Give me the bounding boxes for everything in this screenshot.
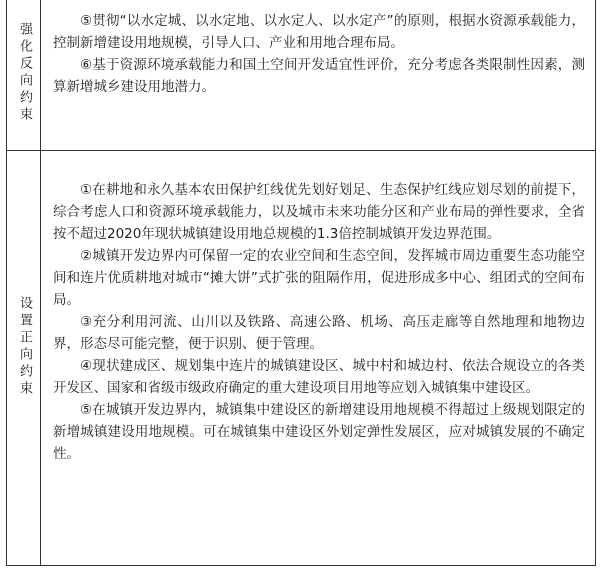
paragraph: ③充分利用河流、山川以及铁路、高速公路、机场、高压走廊等自然地理和地物边界，形态尽可能完整，便于识别、便于管理。 (53, 314, 585, 352)
row-label-cell (7, 0, 41, 150)
table-row-reverse-constraint (7, 0, 595, 151)
paragraph: ⑤在城镇开发边界内，城镇集中建设区的新增建设用地规模不得超过上级规划限定的新增城镇建设用地规模。可在城镇集中建设区外划定弹性发展区，应对城镇发展的不确定性。 (53, 402, 585, 462)
paragraph: ④现状建成区、规划集中连片的城镇建设区、城中村和城边村、依法合规设立的各类开发区、国家和省级市级政府确定的重大建设项目用地等应划入城镇集中建设区。 (53, 358, 585, 396)
row-content (53, 179, 585, 465)
row-label: 强化反向约束 (17, 22, 32, 124)
paragraph: ①在耕地和永久基本农田保护红线优先划好划足、生态保护红线应划尽划的前提下，综合考虑人口和资源环境承载能力，以及城市未来功能分区和产业布局的弹性要求，全省按不超过2020年现状城镇建设用地总规模的1.3倍控制城镇开发边界范围。 (53, 182, 585, 242)
row-label: 设置正向约束 (17, 296, 32, 398)
constraint-table (6, 0, 596, 566)
row-label-cell (7, 151, 41, 565)
paragraph: ⑤贯彻“以水定城、以水定地、以水定人、以水定产”的原则，根据水资源承载能力，控制新增建设用地规模，引导人口、产业和用地合理布局。 (53, 13, 585, 51)
paragraph: ⑥基于资源环境承载能力和国土空间开发适宜性评价，充分考虑各类限制性因素，测算新增城乡建设用地潜力。 (53, 57, 585, 95)
row-content (53, 10, 585, 98)
paragraph: ②城镇开发边界内可保留一定的农业空间和生态空间，发挥城市周边重要生态功能空间和连片优质耕地对城市“摊大饼”式扩张的阻隔作用，促进形成多中心、组团式的空间布局。 (53, 248, 585, 308)
table-row-forward-constraint (7, 151, 595, 565)
